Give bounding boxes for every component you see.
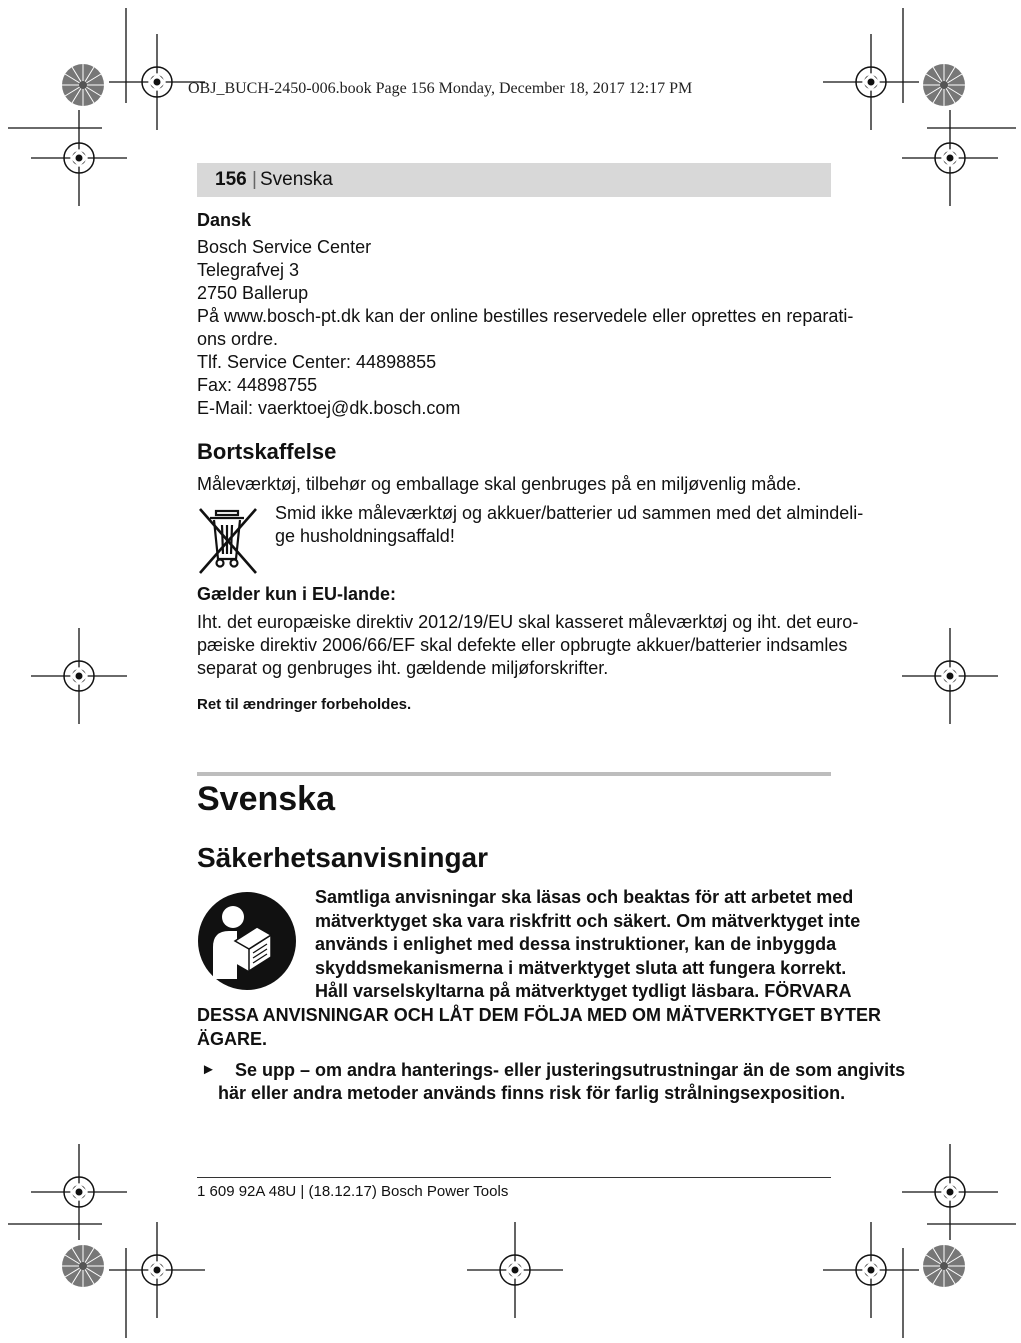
- dansk-line: ons ordre.: [197, 329, 279, 349]
- page-number: 156: [215, 169, 247, 190]
- crossed-out-wheelie-bin-icon: [196, 505, 262, 577]
- page-section-name: Svenska: [260, 169, 333, 190]
- bortskaffelse-text: Måleværktøj, tilbehør og emballage skal genbruges på en miljøvenlig måde.: [197, 474, 802, 494]
- dansk-line: Fax: 44898755: [197, 375, 318, 395]
- footer-rule: [197, 1177, 831, 1178]
- dansk-line: Bosch Service Center: [197, 237, 372, 257]
- eu-text-block: [197, 611, 858, 680]
- bortskaffelse-heading: Bortskaffelse: [197, 439, 337, 464]
- safety-line: ÄGARE.: [197, 1028, 268, 1049]
- eu-line: Iht. det europæiske direktiv 2012/19/EU skal kasseret måleværktøj og iht. det euro-: [197, 612, 859, 632]
- safety-full-block: [197, 1004, 881, 1051]
- safety-line: används i enlighet med dessa instruktioner, kan de inbyggda: [315, 934, 837, 954]
- reserve-note: Ret til ændringer forbeholdes.: [197, 696, 412, 713]
- bullet-line: här eller andra metoder används finns risk för farlig strålningsexposition.: [218, 1083, 846, 1103]
- eu-line: pæiske direktiv 2006/66/EF skal defekte eller opbrugte akkuer/batterier indsamles: [197, 635, 848, 655]
- dansk-contact-block: [197, 236, 853, 420]
- safety-line: DESSA ANVISNINGAR OCH LÅT DEM FÖLJA MED OM MÄTVERKTYGET BYTER: [197, 1005, 882, 1025]
- page-header-band: [197, 163, 831, 197]
- svenska-title: Svenska: [197, 780, 335, 818]
- weee-text-block: [275, 502, 863, 548]
- read-manual-icon: [197, 891, 297, 991]
- page-header-separator: |: [252, 169, 257, 190]
- safety-line: Håll varselskyltarna på mätverktyget tydligt läsbara. FÖRVARA: [315, 981, 852, 1001]
- eu-line: separat og genbruges iht. gældende miljøforskrifter.: [197, 658, 609, 678]
- safety-intro-block: [315, 886, 860, 1004]
- eu-heading: Gælder kun i EU-lande:: [197, 584, 397, 604]
- bullet-line: Se upp – om andra hanterings- eller justeringsutrustningar än de som angivits: [235, 1060, 906, 1080]
- dansk-heading: Dansk: [197, 210, 252, 230]
- dansk-line: E-Mail: vaerktoej@dk.bosch.com: [197, 398, 461, 418]
- safety-heading: Säkerhetsanvisningar: [197, 842, 489, 873]
- weee-line: ge husholdningsaffald!: [275, 526, 455, 546]
- dansk-line: Telegrafvej 3: [197, 260, 300, 280]
- safety-line: skyddsmekanismerna i mätverktyget sluta att fungera korrekt.: [315, 957, 847, 978]
- safety-line: Samtliga anvisningar ska läsas och beaktas för att arbetet med: [315, 887, 854, 907]
- section-rule: [197, 772, 831, 776]
- dansk-line: Tlf. Service Center: 44898855: [197, 352, 437, 372]
- print-header: OBJ_BUCH-2450-006.book Page 156 Monday, December 18, 2017 12:17 PM: [188, 80, 693, 97]
- dansk-line: 2750 Ballerup: [197, 283, 309, 303]
- safety-line: mätverktyget ska vara riskfritt och säkert. Om mätverktyget inte: [315, 910, 861, 931]
- weee-line: Smid ikke måleværktøj og akkuer/batterier ud sammen med det almindeli-: [275, 503, 864, 523]
- bullet-marker: ►: [201, 1061, 216, 1078]
- footer-text: 1 609 92A 48U | (18.12.17) Bosch Power Tools: [197, 1183, 509, 1200]
- dansk-line: På www.bosch-pt.dk kan der online bestilles reservedele eller oprettes en reparati-: [197, 306, 854, 326]
